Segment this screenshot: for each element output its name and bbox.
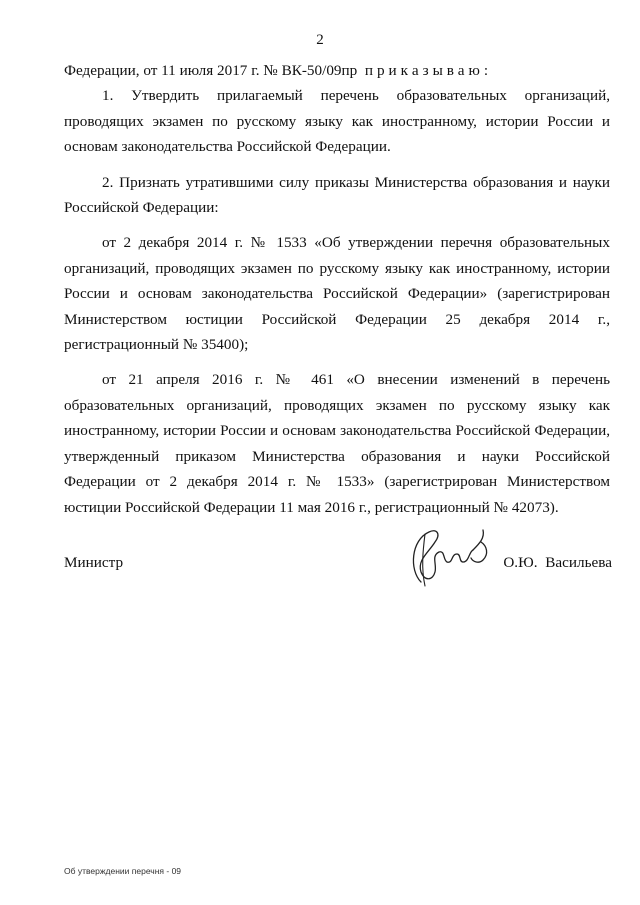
signatory-name: О.Ю. Васильева	[503, 554, 612, 571]
paragraph-order-461: от 21 апреля 2016 г. № 461 «О внесении изменений в перечень образовательных организаций, проводящих экзамен по русскому языку как иностранному, истории России и основам законодательства Российской Федерации, утвержденный приказом Министерства образования и науки Российской Федерации от 2 декабря 2014 г. № 1533» (зарегистрирован Министерством юстиции Российской Федерации 11 мая 2016 г., регистрационный № 42073).	[64, 371, 610, 516]
page-number: 2	[316, 32, 324, 48]
footer-note: Об утверждении перечня - 09	[64, 866, 182, 876]
signatory-title: Министр	[64, 554, 124, 571]
intro-line	[64, 58, 610, 83]
order-word: приказываю:	[364, 62, 493, 79]
paragraph-revoke: 2. Признать утратившими силу приказы Министерства образования и науки Российской Федерации:	[64, 173, 610, 217]
document-body	[64, 58, 610, 520]
paragraph-order-1533: от 2 декабря 2014 г. № 1533 «Об утверждении перечня образовательных организаций, проводящих экзамен по русскому языку как иностранному, истории России и основам законодательства Российской Федерации» (зарегистрирован Министерством юстиции Российской Федерации 25 декабря 2014 г., регистрационный № 35400);	[64, 234, 610, 354]
signature-block	[64, 520, 612, 600]
intro-text: Федерации, от 11 июля 2017 г. № ВК-50/09пр	[64, 62, 358, 79]
paragraph-approve: 1. Утвердить прилагаемый перечень образовательных организаций, проводящих экзамен по русскому языку как иностранному, истории России и основам законодательства Российской Федерации.	[64, 87, 610, 156]
handwritten-signature	[399, 520, 499, 595]
